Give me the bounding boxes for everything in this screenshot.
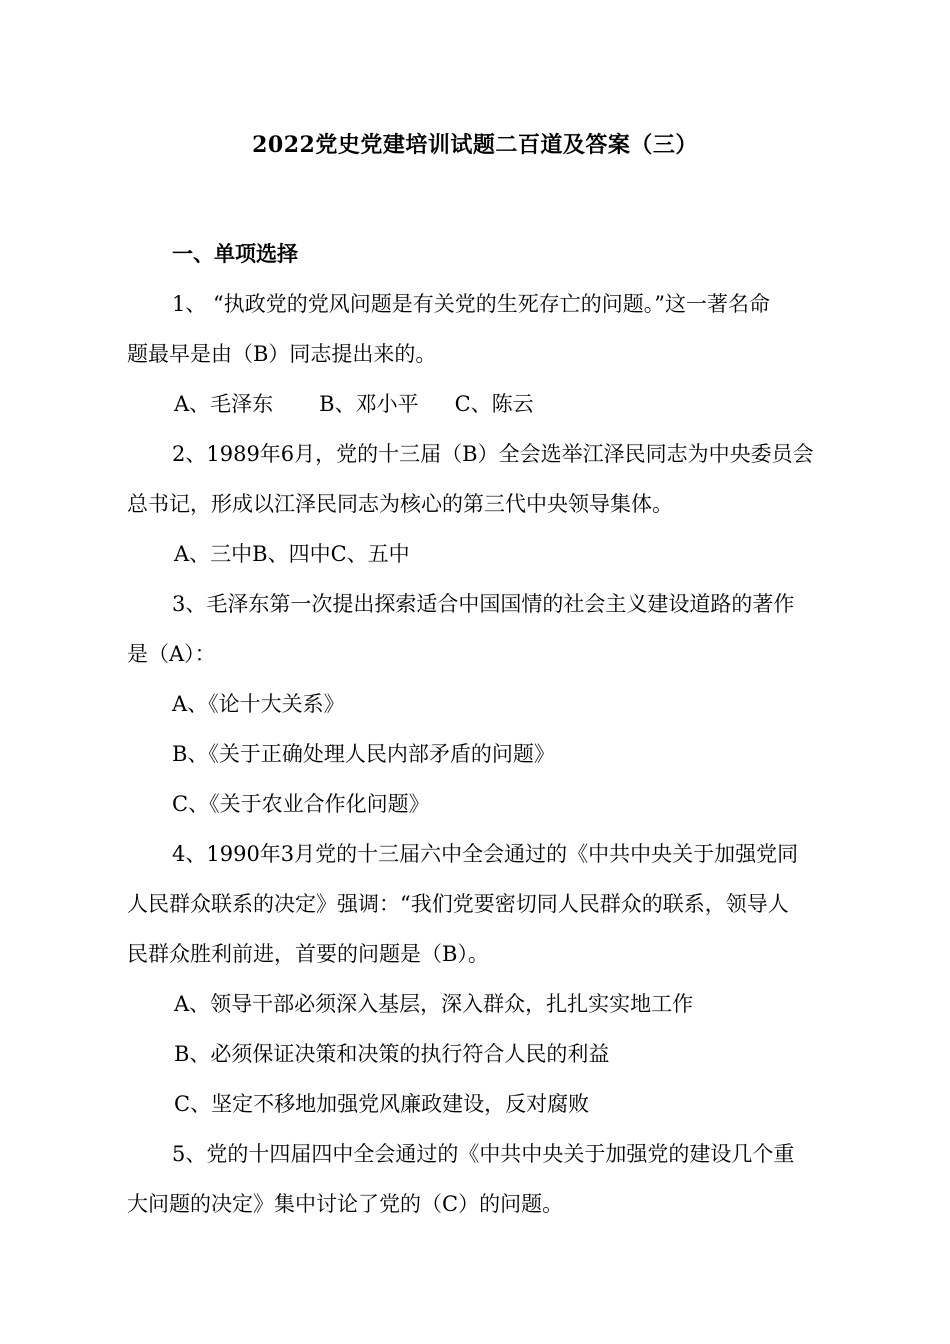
question-1-option-a: A、毛泽东	[174, 392, 274, 416]
question-4-line-2: 人民群众联系的决定》强调：“我们党要密切同人民群众的联系，领导人	[127, 892, 789, 916]
question-5-line-1: 5、党的十四届四中全会通过的《中共中央关于加强党的建设几个重	[172, 1142, 795, 1166]
question-4-option-b: B、必须保证决策和决策的执行符合人民的利益	[174, 1042, 610, 1066]
question-3-line-2: 是（A）：	[127, 642, 216, 666]
question-1-line-1: 1、 “执政党的党风问题是有关党的生死存亡的问题。”这一著名命	[172, 292, 771, 316]
question-4-option-c: C、坚定不移地加强党风廉政建设，反对腐败	[174, 1092, 590, 1116]
question-3-option-c: C、《关于农业合作化问题》	[172, 792, 430, 816]
document-title: 2022党史党建培训试题二百道及答案（三）	[252, 132, 698, 158]
question-2-line-1: 2、1989年6月，党的十三届（B）全会选举江泽民同志为中央委员会	[172, 442, 814, 466]
question-2-options: A、三中B、四中C、五中	[174, 542, 410, 566]
question-5-line-2: 大问题的决定》集中讨论了党的（C）的问题。	[127, 1192, 564, 1216]
document-body	[127, 229, 845, 1229]
question-4-option-a: A、领导干部必须深入基层，深入群众，扎扎实实地工作	[174, 992, 694, 1016]
question-1-line-2: 题最早是由（B）同志提出来的。	[127, 342, 437, 366]
question-1-option-b: B、邓小平	[319, 392, 419, 416]
question-3-line-1: 3、毛泽东第一次提出探索适合中国国情的社会主义建设道路的著作	[172, 592, 795, 616]
question-2-line-2: 总书记，形成以江泽民同志为核心的第三代中央领导集体。	[127, 492, 673, 516]
question-4-line-3: 民群众胜利前进，首要的问题是（B）。	[127, 942, 489, 966]
question-1-options	[127, 379, 845, 429]
question-3-option-a: A、《论十大关系》	[172, 692, 345, 716]
question-3-option-b: B、《关于正确处理人民内部矛盾的问题》	[172, 742, 555, 766]
section-heading: 一、单项选择	[172, 241, 298, 266]
question-4-line-1: 4、1990年3月党的十三届六中全会通过的《中共中央关于加强党同	[172, 842, 799, 866]
question-1-option-c: C、陈云	[454, 392, 534, 416]
